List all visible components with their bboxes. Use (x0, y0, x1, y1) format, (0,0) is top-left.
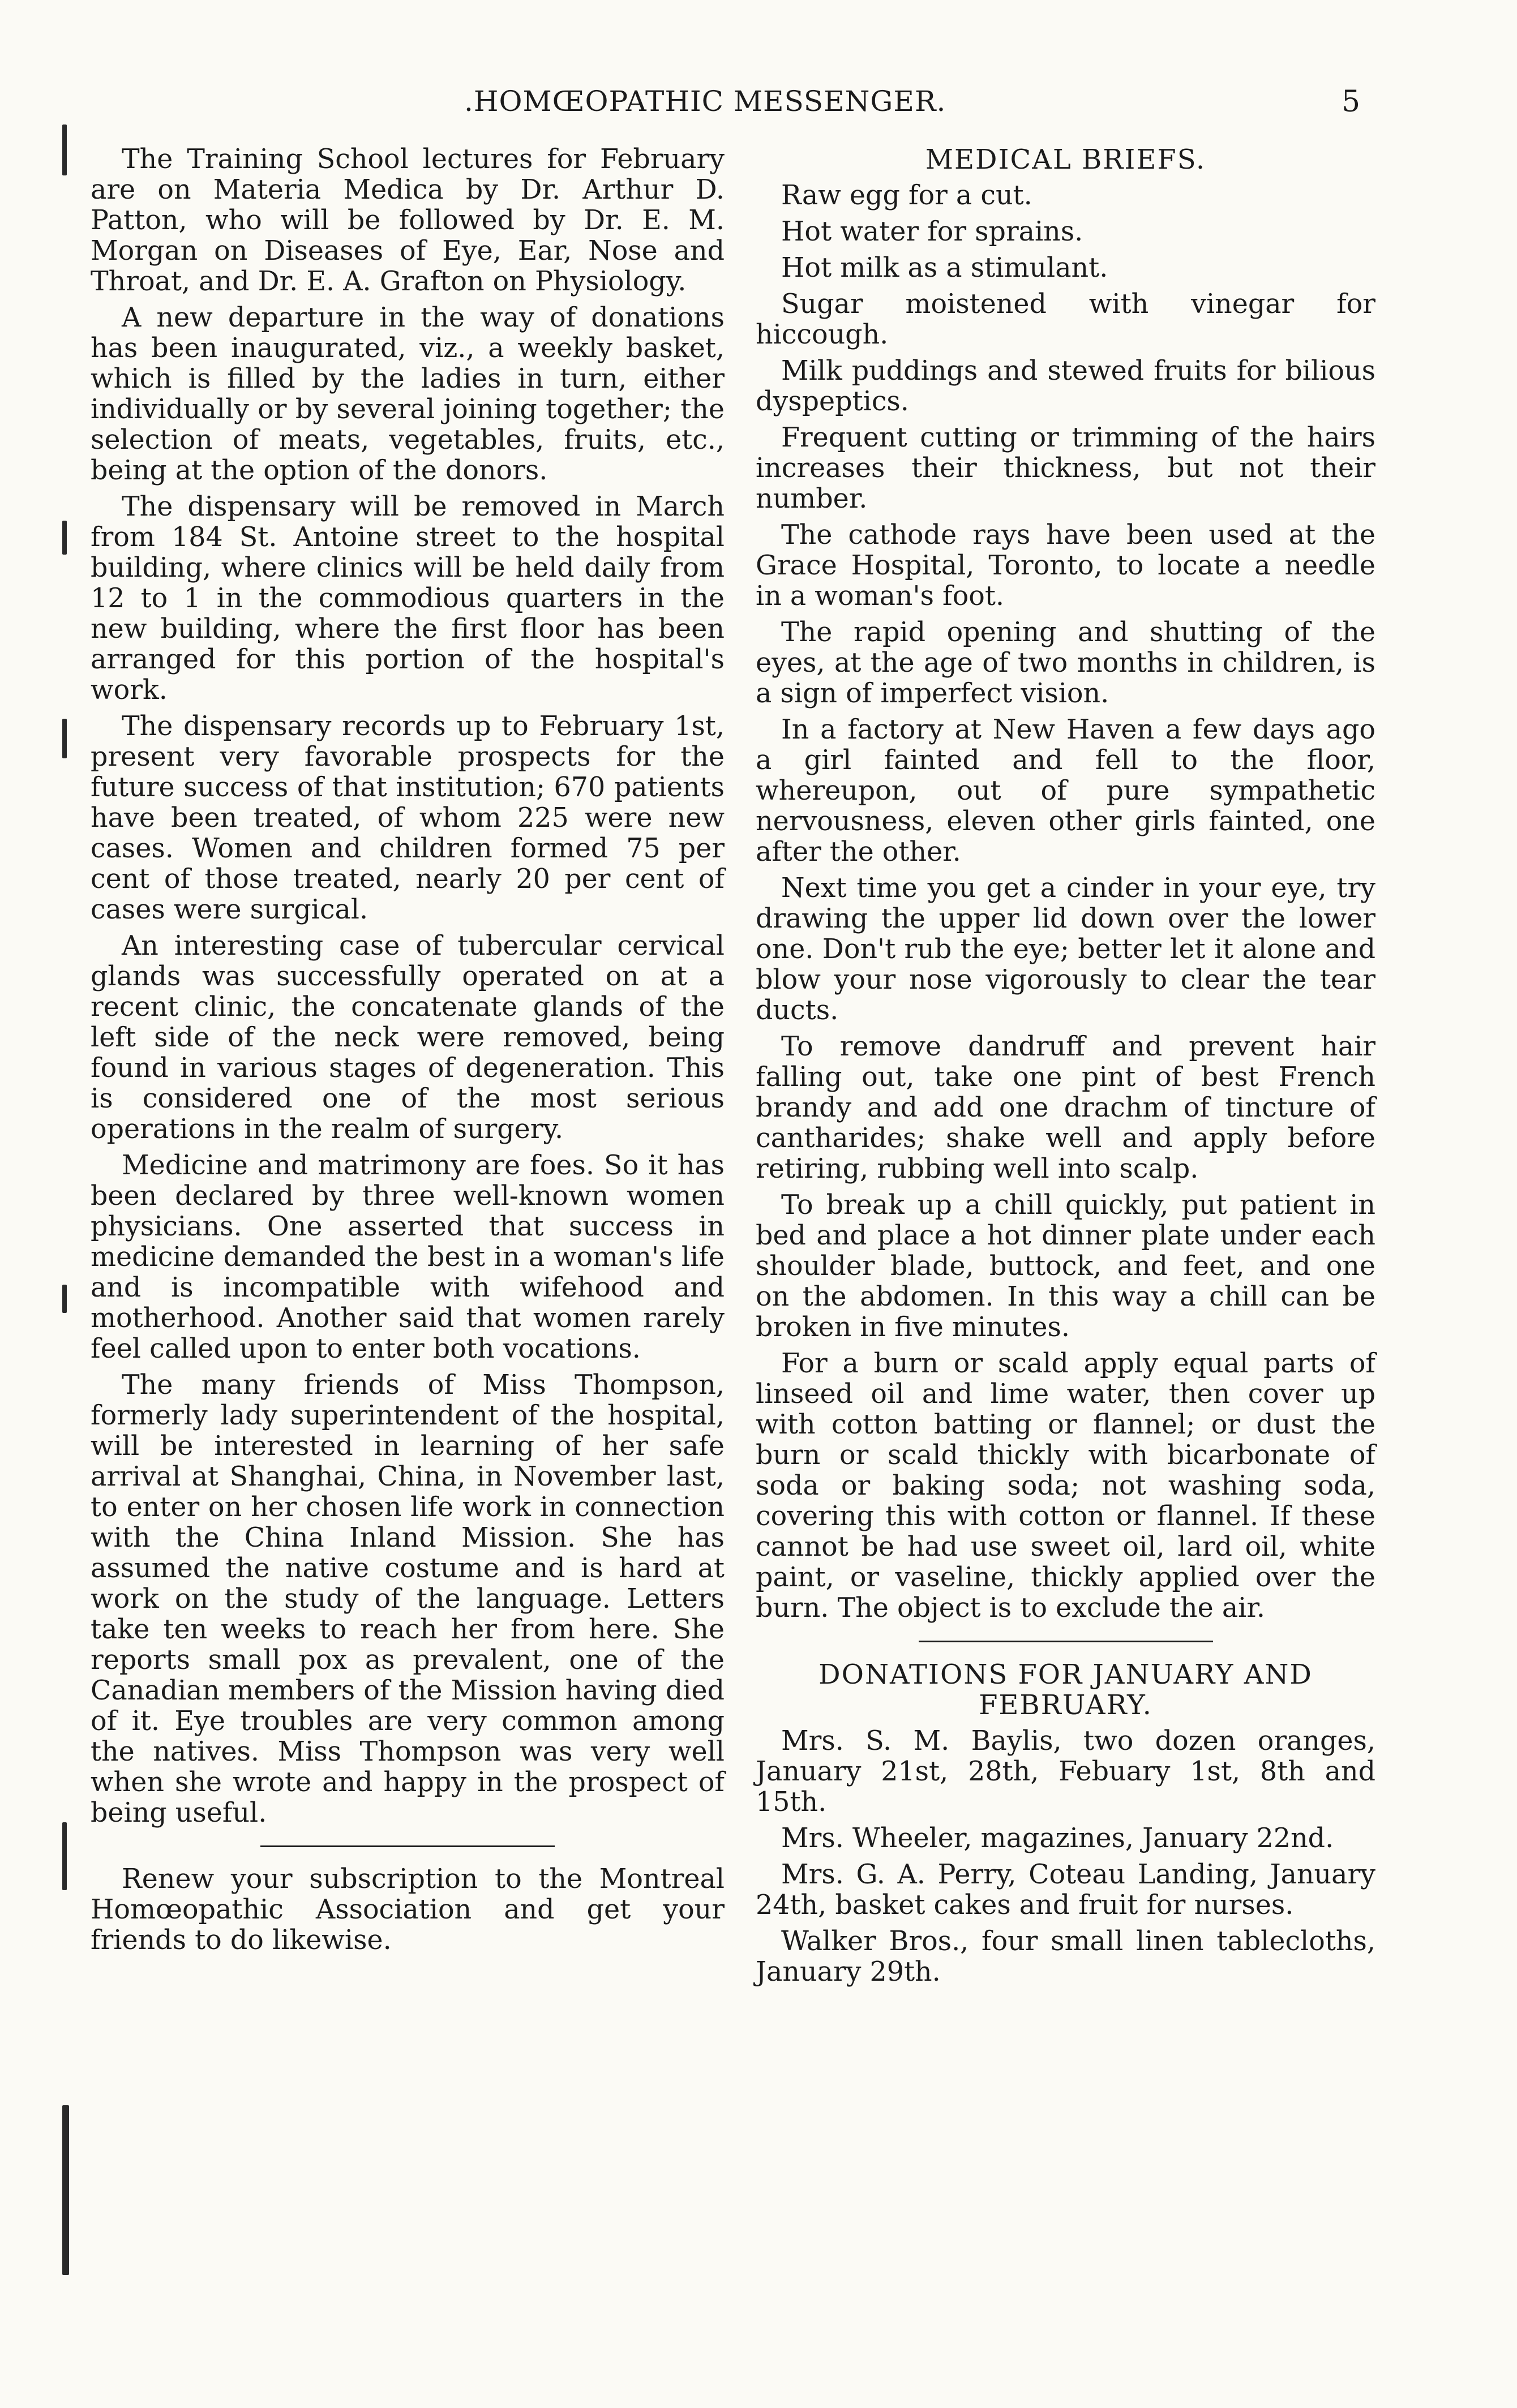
brief-item: For a burn or scald apply equal parts of linseed oil and lime water, then cover up with cotton batting or flannel; or dust the burn or scald thickly with bicarbonate of soda or baking soda; not washing soda, covering this with cotton or flannel. If these cannot be had use sweet oil, lard oil, white paint, or vaseline, thickly applied over the burn. The object is to exclude the air. (756, 1348, 1375, 1624)
brief-item: Hot milk as a stimulant. (781, 252, 1108, 284)
page-number: 5 (1342, 85, 1361, 119)
brief-item: In a factory at New Haven a few days ago a girl fainted and fell to the floor, whereupon, out of pure sympathetic nervousness, eleven other girls fainted, one after the other. (756, 714, 1375, 868)
brief-item: To remove dandruff and prevent hair falling out, take one pint of best French brandy and add one drachm of tincture of cantharides; shake well and apply before retiring, rubbing well into scalp. (756, 1031, 1375, 1184)
donation-item: Walker Bros., four small linen tablecloths, January 29th. (756, 1926, 1375, 1988)
brief-item: The cathode rays have been used at the Grace Hospital, Toronto, to locate a needle in a woman's foot. (756, 520, 1375, 612)
paragraph-miss-thompson: The many friends of Miss Thompson, formerly lady superintendent of the hospital, will be interested in learning of her safe arrival at Shanghai, China, in November last, to enter on her chosen life work in connection with the China Inland Mission. She has assumed the native costume and is hard at work on the study of the language. Letters take ten weeks to reach her from here. She reports small pox as prevalent, one of the Canadian members of the Mission having died of it. Eye troubles are very common among the natives. Miss Thompson was very well when she wrote and happy in the prospect of being useful. (91, 1370, 725, 1828)
divider-rule (919, 1641, 1213, 1642)
renew-notice: Renew your subscription to the Montreal Homœopathic Association and get your friends to do likewise. (91, 1864, 725, 1956)
paragraph-medicine-matrimony: Medicine and matrimony are foes. So it has been declared by three well-known women physicians. One asserted that success in medicine demanded the best in a woman's life and is incompatible with wifehood and motherhood. Another said that women rarely feel called upon to enter both vocations. (91, 1150, 725, 1364)
donation-item: Mrs. G. A. Perry, Coteau Landing, January 24th, basket cakes and fruit for nurses. (756, 1859, 1375, 1921)
donations-heading: DONATIONS FOR JANUARY AND FEBRUARY. (819, 1659, 1313, 1721)
brief-item: Milk puddings and stewed fruits for bilious dyspeptics. (756, 355, 1375, 417)
brief-item: The rapid opening and shutting of the eyes, at the age of two months in children, is a sign of imperfect vision. (756, 617, 1375, 709)
brief-item: Hot water for sprains. (781, 216, 1083, 247)
donation-item: Mrs. Wheeler, magazines, January 22nd. (781, 1823, 1334, 1854)
page-header (0, 85, 1517, 125)
paragraph-donations-basket: A new departure in the way of donations has been inaugurated, viz., a weekly basket, which is filled by the ladies in turn, either individually or by several joining together; the selection of meats, vegetables, fruits, etc., being at the option of the donors. (91, 302, 725, 486)
brief-item: Frequent cutting or trimming of the hairs increases their thickness, but not their number. (756, 422, 1375, 514)
paragraph-tubercular-case: An interesting case of tubercular cervical glands was successfully operated on at a recent clinic, the concatenate glands of the left side of the neck were removed, being found in various stages of degeneration. This is considered one of the most serious operations in the realm of surgery. (91, 930, 725, 1145)
brief-item: To break up a chill quickly, put patient in bed and place a hot dinner plate under each shoulder blade, buttock, and feet, and one on the abdomen. In this way a chill can be broken in five minutes. (756, 1190, 1375, 1343)
paragraph-dispensary-move: The dispensary will be removed in March from 184 St. Antoine street to the hospital building, where clinics will be held daily from 12 to 1 in the commodious quarters in the new building, where the first floor has been arranged for this portion of the hospital's work. (91, 491, 725, 706)
medical-briefs-heading: MEDICAL BRIEFS. (925, 144, 1206, 175)
brief-item: Raw egg for a cut. (781, 180, 1032, 211)
right-column (756, 144, 1375, 1993)
divider-rule (260, 1845, 555, 1847)
paragraph-dispensary-records: The dispensary records up to February 1st, present very favorable prospects for the future success of that institution; 670 patients have been treated, of whom 225 were new cases. Women and children formed 75 per cent of those treated, nearly 20 per cent of cases were surgical. (91, 711, 725, 925)
brief-item: Sugar moistened with vinegar for hiccough. (756, 289, 1375, 350)
left-column (91, 144, 725, 1956)
paragraph-training-school: The Training School lectures for February are on Materia Medica by Dr. Arthur D. Patton, who will be followed by Dr. E. M. Morgan on Diseases of Eye, Ear, Nose and Throat, and Dr. E. A. Grafton on Physiology. (91, 144, 725, 297)
donation-item: Mrs. S. M. Baylis, two dozen oranges, January 21st, 28th, Febuary 1st, 8th and 15th. (756, 1725, 1375, 1818)
brief-item: Next time you get a cinder in your eye, try drawing the upper lid down over the lower one. Don't rub the eye; better let it alone and blow your nose vigorously to clear the tear ducts. (756, 873, 1375, 1026)
scan-edge-marks (62, 125, 85, 2275)
journal-title: .HOMŒOPATHIC MESSENGER. (464, 85, 946, 118)
